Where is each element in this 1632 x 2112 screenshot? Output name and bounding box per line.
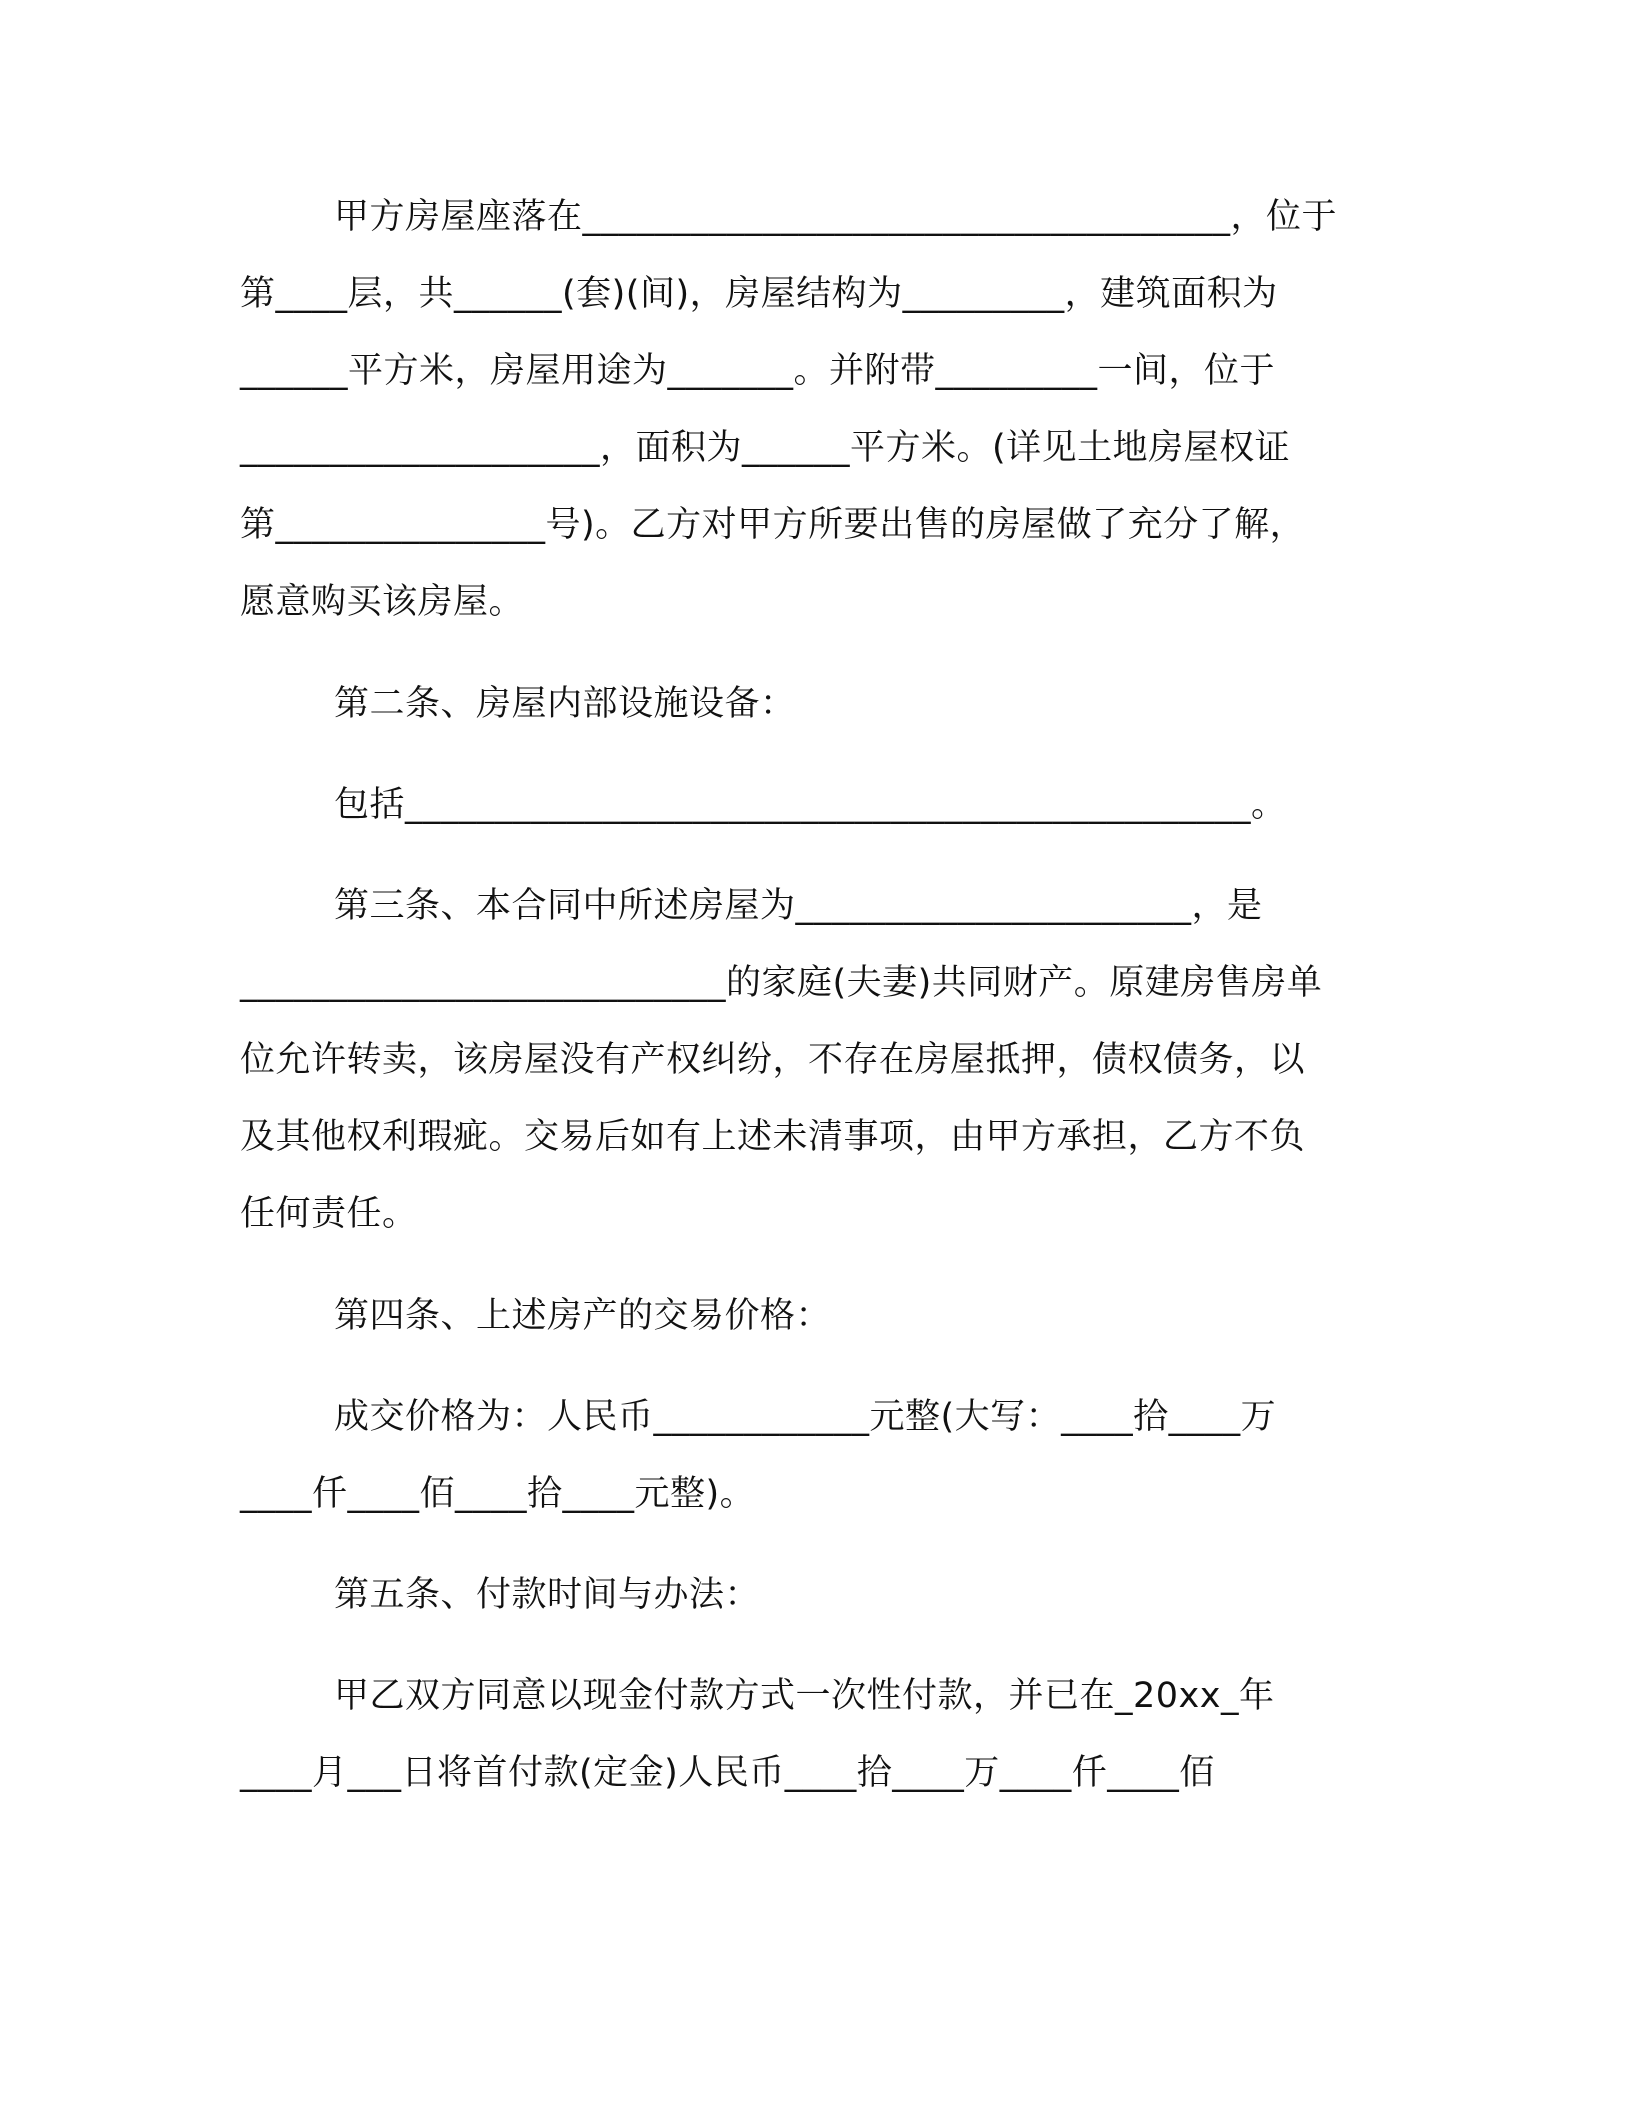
article-3-line-2: ___________________________的家庭(夫妻)共同财产。原建房售房单 — [240, 963, 1323, 1003]
article-5-payment-line-2: ____月___日将首付款(定金)人民币____拾____万____仟____佰 — [240, 1753, 1215, 1793]
article-3-line-1: 第三条、本合同中所述房屋为______________________，是 — [334, 886, 1263, 926]
paragraph-house-location-line-5: 第_______________号)。乙方对甲方所要出售的房屋做了充分了解， — [240, 505, 1306, 545]
article-3-line-4: 及其他权利瑕疵。交易后如有上述未清事项，由甲方承担，乙方不负 — [240, 1117, 1306, 1157]
paragraph-house-location-line-2: 第____层，共______(套)(间)，房屋结构为_________，建筑面积为 — [240, 274, 1278, 314]
article-4-price-line-2: ____仟____佰____拾____元整)。 — [240, 1474, 756, 1514]
paragraph-house-location-line-6: 愿意购买该房屋。 — [240, 582, 525, 622]
paragraph-house-location-line-1: 甲方房屋座落在____________________________________，位于 — [334, 197, 1338, 237]
article-3-line-5: 任何责任。 — [240, 1194, 418, 1234]
article-5-heading: 第五条、付款时间与办法： — [334, 1575, 761, 1615]
article-4-heading: 第四条、上述房产的交易价格： — [334, 1296, 832, 1336]
paragraph-house-location-line-3: ______平方米，房屋用途为_______。并附带_________一间，位于 — [240, 351, 1276, 391]
article-3-line-3: 位允许转卖，该房屋没有产权纠纷，不存在房屋抵押，债权债务，以 — [240, 1040, 1306, 1080]
article-2-facilities-line: 包括_______________________________________________。 — [334, 785, 1287, 825]
article-5-payment-line-1: 甲乙双方同意以现金付款方式一次性付款，并已在_20xx_年 — [334, 1676, 1275, 1716]
article-2-heading: 第二条、房屋内部设施设备： — [334, 684, 796, 724]
paragraph-house-location-line-4: ____________________，面积为______平方米。(详见土地房屋权证 — [240, 428, 1291, 468]
article-4-price-line-1: 成交价格为：人民币____________元整(大写：____拾____万 — [334, 1397, 1277, 1437]
